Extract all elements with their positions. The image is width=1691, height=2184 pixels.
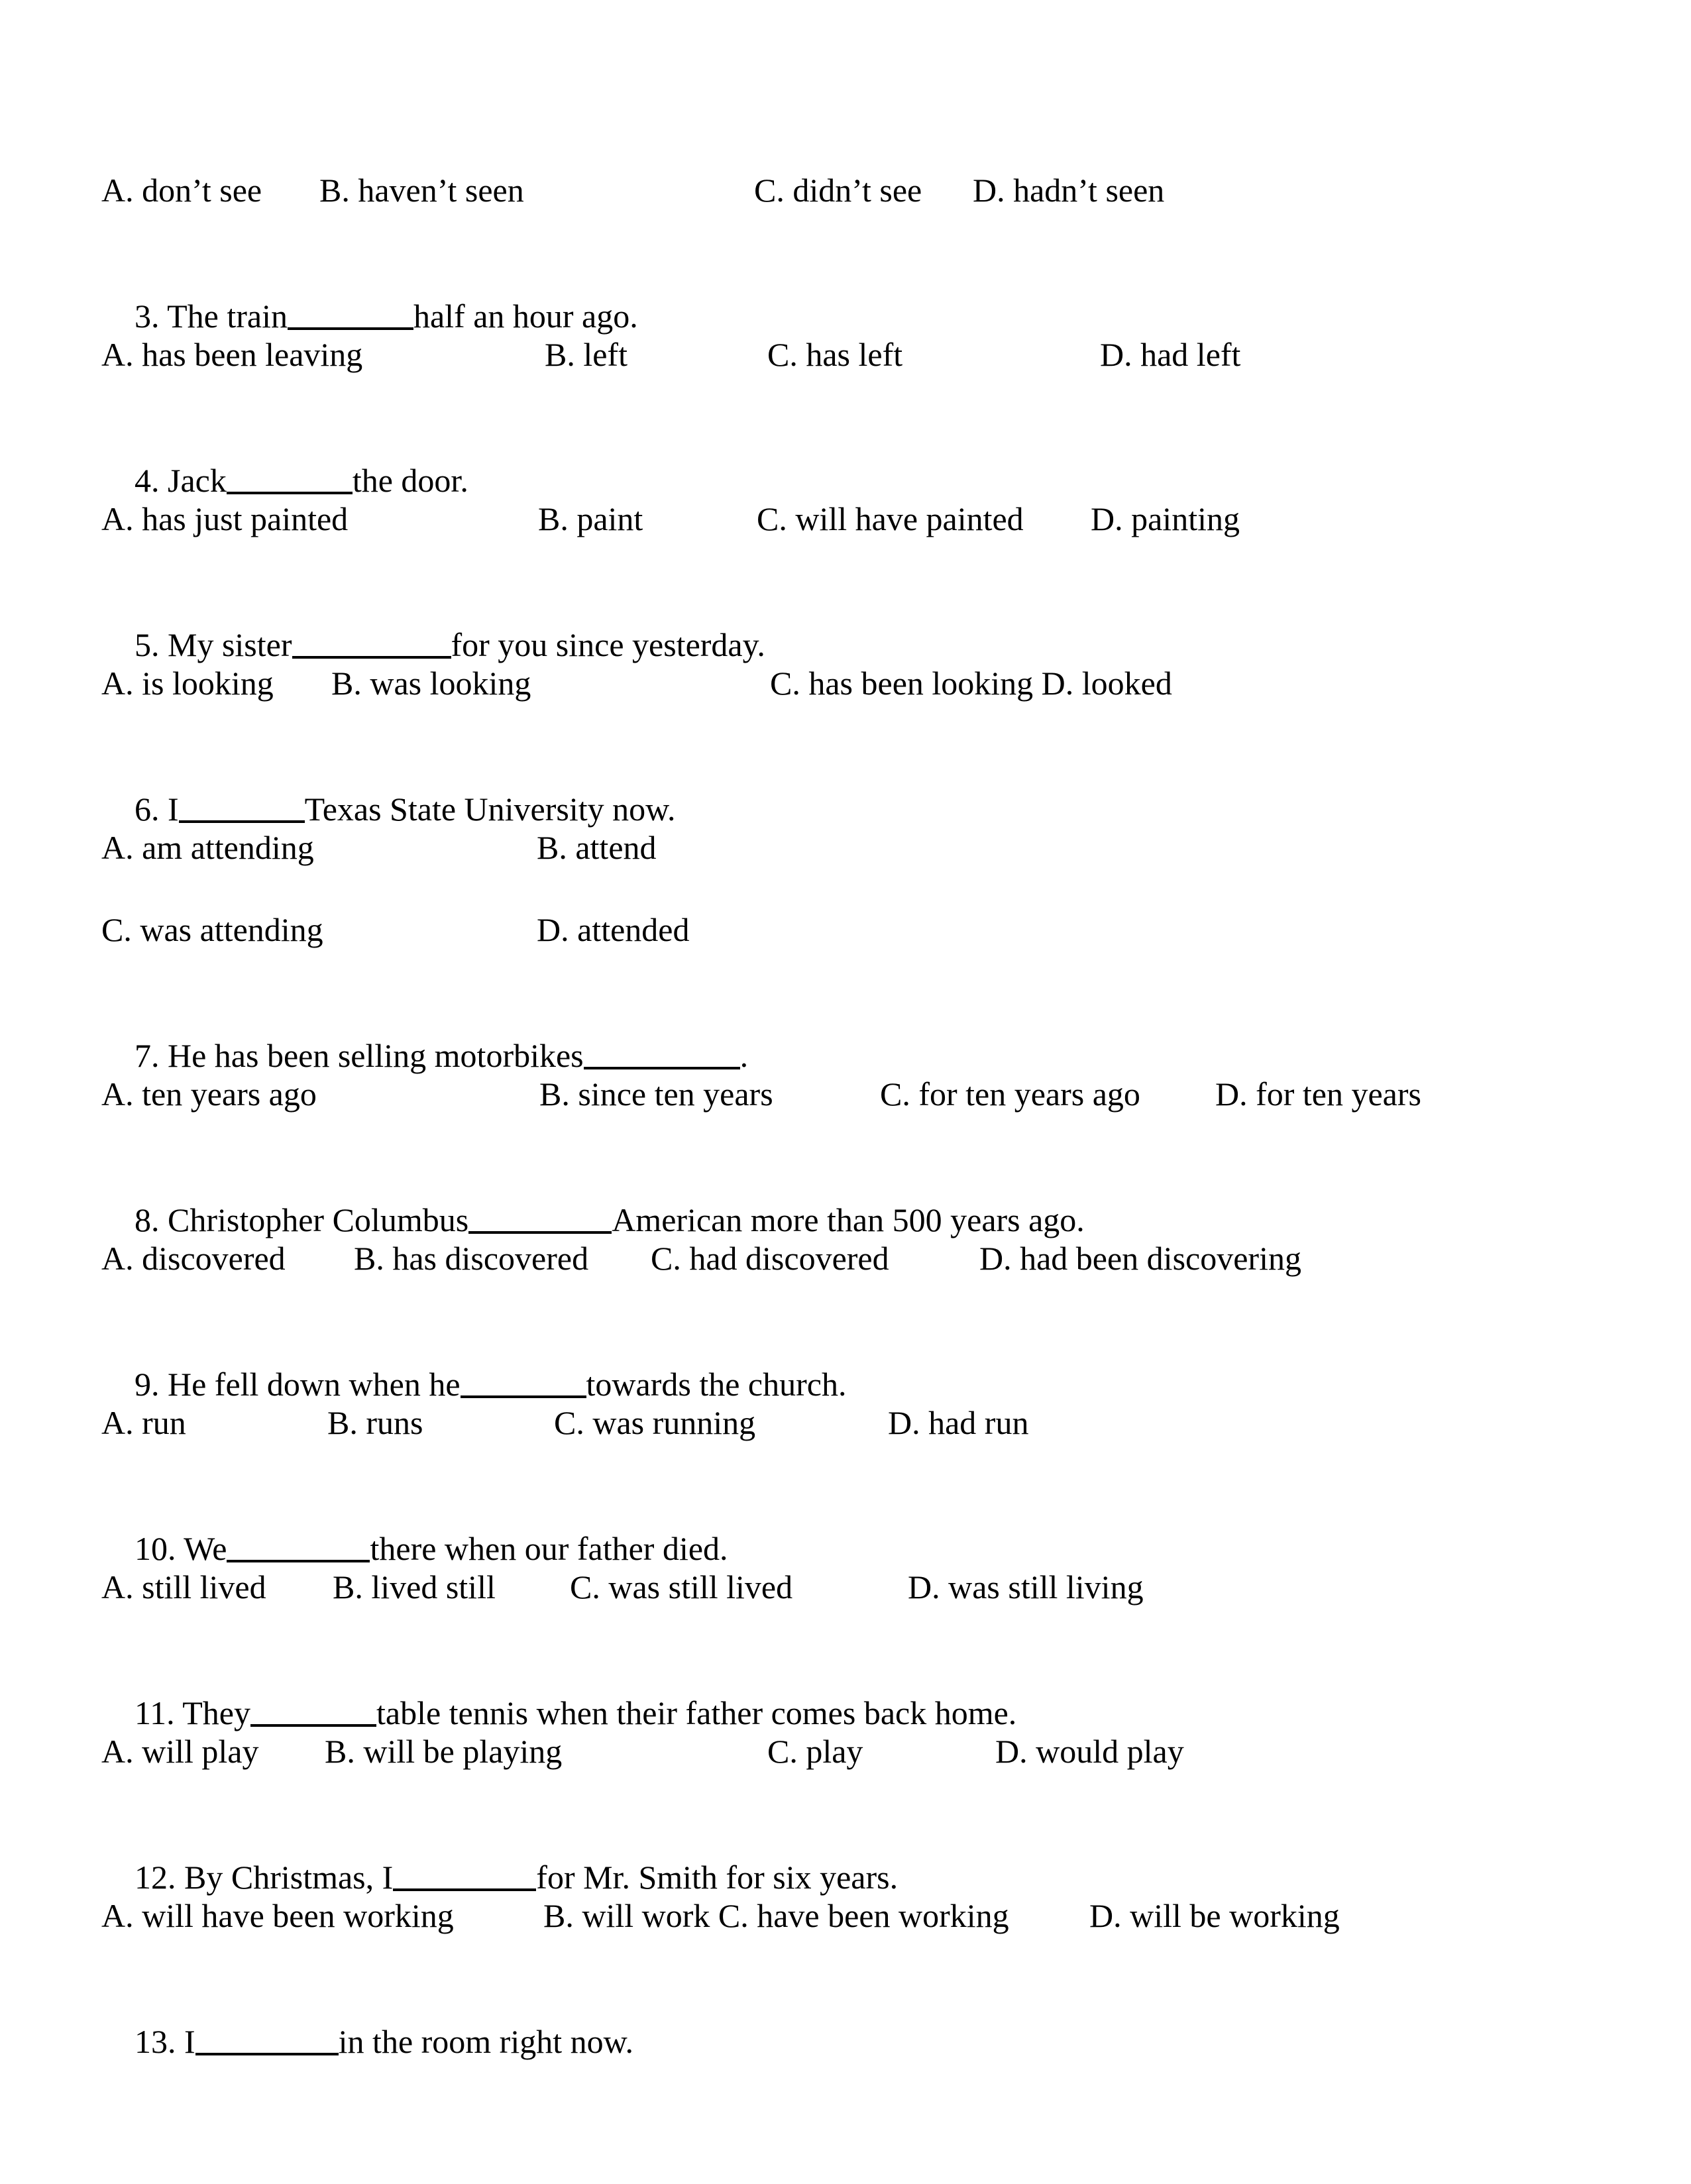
q4-question xyxy=(0,415,468,499)
option-a: A. discovered xyxy=(101,1240,286,1277)
question-stem: 13. I xyxy=(135,2023,195,2060)
q10-question xyxy=(0,1483,728,1567)
q8-options xyxy=(0,1236,1301,1280)
option-c: C. didn’t see xyxy=(754,172,922,209)
option-d: D. would play xyxy=(995,1733,1184,1770)
q6-options-2 xyxy=(0,908,690,952)
question-end: there when our father died. xyxy=(370,1530,728,1567)
option-d: D. had left xyxy=(1100,336,1241,373)
option-a: A. has been leaving xyxy=(101,336,363,373)
q7-question xyxy=(0,990,749,1074)
option-c: C. will have painted xyxy=(757,500,1024,537)
question-stem: 12. By Christmas, I xyxy=(135,1859,394,1896)
option-d: D. had run xyxy=(888,1404,1029,1441)
q13-question xyxy=(0,1976,633,2060)
q10-options xyxy=(0,1565,1144,1609)
option-b: B. left xyxy=(545,336,627,373)
q6-options-1 xyxy=(0,826,657,869)
q11-options xyxy=(0,1729,1184,1773)
question-stem: 10. We xyxy=(135,1530,227,1567)
option-c: C. had discovered xyxy=(651,1240,889,1277)
option-a: A. has just painted xyxy=(101,500,349,537)
option-b: B. haven’t seen xyxy=(319,172,524,209)
question-stem: 4. Jack xyxy=(135,462,227,499)
question-end: American more than 500 years ago. xyxy=(612,1201,1085,1238)
answer-blank xyxy=(227,1519,370,1562)
option-c: C. was still lived xyxy=(570,1568,793,1606)
answer-blank xyxy=(393,1847,536,1891)
answer-blank xyxy=(288,286,413,330)
option-c: C. was attending xyxy=(101,911,323,948)
answer-blank xyxy=(468,1190,612,1234)
answer-blank xyxy=(179,779,305,823)
question-end: . xyxy=(739,1037,749,1074)
option-a: A. ten years ago xyxy=(101,1075,317,1113)
q8-question xyxy=(0,1154,1085,1238)
option-a: A. will play xyxy=(101,1733,259,1770)
option-d: D. attended xyxy=(537,911,690,948)
option-a: A. still lived xyxy=(101,1568,266,1606)
question-end: the door. xyxy=(352,462,468,499)
question-end: in the room right now. xyxy=(338,2023,633,2060)
answer-blank xyxy=(584,1026,740,1069)
q3-options xyxy=(0,333,1241,376)
question-stem: 6. I xyxy=(135,791,179,828)
option-d: D. had been discovering xyxy=(979,1240,1301,1277)
q4-options xyxy=(0,497,1240,541)
q5-options xyxy=(0,661,1172,705)
question-end: table tennis when their father comes back home. xyxy=(376,1694,1017,1731)
option-a: A. will have been working xyxy=(101,1897,454,1934)
q9-question xyxy=(0,1319,847,1403)
option-d: D. was still living xyxy=(908,1568,1144,1606)
option-c: C. has left xyxy=(767,336,903,373)
q9-options xyxy=(0,1401,1029,1445)
option-b-c: B. will work C. have been working xyxy=(543,1897,1009,1934)
answer-blank xyxy=(195,2012,339,2055)
question-stem: 5. My sister xyxy=(135,626,292,663)
option-c: C. for ten years ago xyxy=(880,1075,1140,1113)
option-b: B. lived still xyxy=(333,1568,496,1606)
q5-question xyxy=(0,579,765,663)
question-end: for you since yesterday. xyxy=(451,626,765,663)
option-d: D. will be working xyxy=(1089,1897,1340,1934)
q12-question xyxy=(0,1812,899,1896)
question-end: towards the church. xyxy=(586,1366,847,1403)
answer-blank xyxy=(227,451,353,494)
answer-blank xyxy=(250,1683,376,1727)
option-a: A. am attending xyxy=(101,829,314,866)
question-stem: 7. He has been selling motorbikes xyxy=(135,1037,584,1074)
question-end: Texas State University now. xyxy=(304,791,676,828)
option-b: B. was looking xyxy=(331,665,531,702)
q2-options xyxy=(0,168,1165,212)
q7-options xyxy=(0,1072,1421,1116)
option-d: D. for ten years xyxy=(1215,1075,1421,1113)
option-b: B. attend xyxy=(537,829,657,866)
q3-question xyxy=(0,250,638,335)
option-b: B. has discovered xyxy=(354,1240,589,1277)
option-b: B. since ten years xyxy=(539,1075,773,1113)
question-end: for Mr. Smith for six years. xyxy=(536,1859,899,1896)
question-stem: 8. Christopher Columbus xyxy=(135,1201,469,1238)
option-d: D. hadn’t seen xyxy=(973,172,1165,209)
option-c-d: C. has been looking D. looked xyxy=(770,665,1172,702)
option-b: B. will be playing xyxy=(325,1733,563,1770)
option-a: A. is looking xyxy=(101,665,274,702)
q12-options xyxy=(0,1894,1340,1938)
q11-question xyxy=(0,1647,1017,1731)
question-end: half an hour ago. xyxy=(413,298,638,335)
question-stem: 9. He fell down when he xyxy=(135,1366,461,1403)
question-stem: 11. They xyxy=(135,1694,250,1731)
answer-blank xyxy=(292,615,451,659)
question-stem: 3. The train xyxy=(135,298,288,335)
option-d: D. painting xyxy=(1091,500,1240,537)
option-b: B. paint xyxy=(538,500,643,537)
option-a: A. don’t see xyxy=(101,172,262,209)
option-c: C. was running xyxy=(554,1404,756,1441)
option-b: B. runs xyxy=(327,1404,423,1441)
option-a: A. run xyxy=(101,1404,186,1441)
answer-blank xyxy=(461,1354,586,1398)
q6-question xyxy=(0,743,676,828)
option-c: C. play xyxy=(767,1733,863,1770)
